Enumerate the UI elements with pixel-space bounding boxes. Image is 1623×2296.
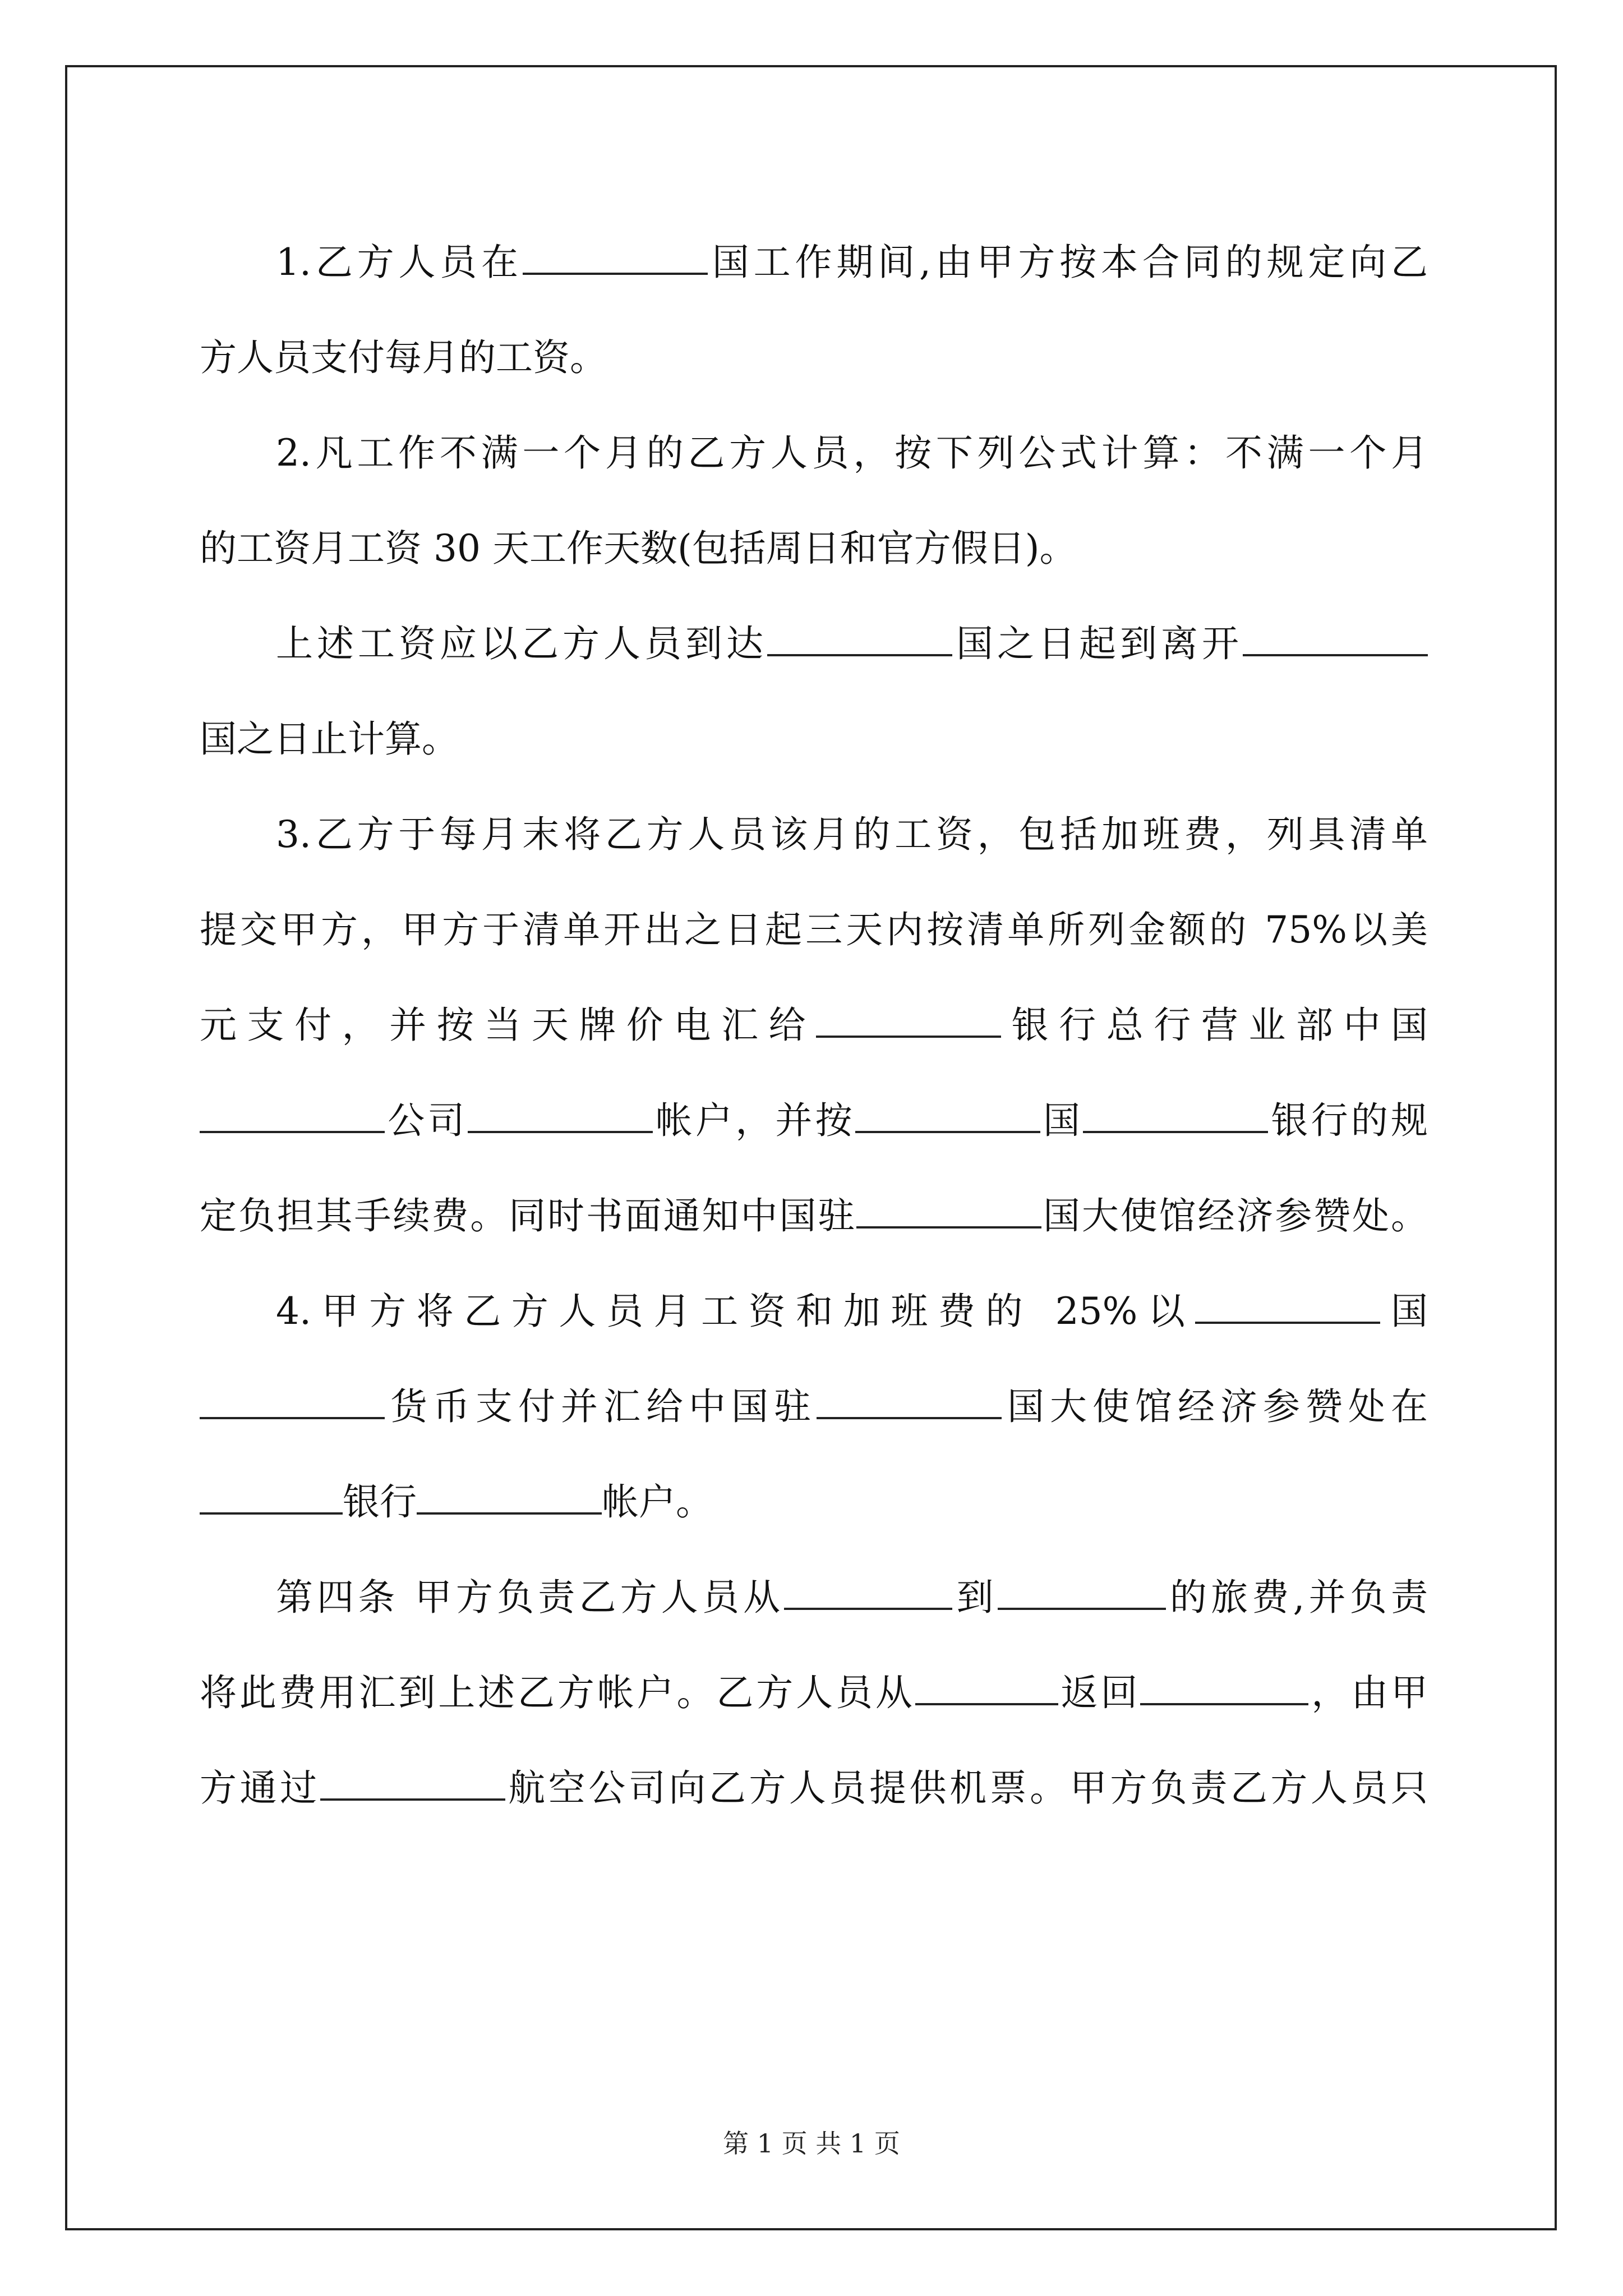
fill-blank bbox=[200, 1105, 385, 1133]
text-segment: 国之日止计算。 bbox=[200, 717, 459, 761]
text-segment: 国大使馆经济参赞处。 bbox=[1041, 1194, 1428, 1237]
fill-blank bbox=[200, 1487, 343, 1515]
text-line bbox=[200, 882, 1428, 978]
text-segment: 提交甲方，甲方于清单开出之日起三天内按清单所列金额的 75%以美 bbox=[200, 908, 1428, 951]
fill-blank bbox=[817, 1391, 1002, 1419]
text-segment: 方人员支付每月的工资。 bbox=[200, 336, 607, 379]
text-line bbox=[200, 1550, 1428, 1645]
text-line bbox=[200, 692, 1428, 787]
text-segment: 的工资月工资 30 天工作天数(包括周日和官方假日)。 bbox=[200, 527, 1077, 570]
text-segment: 1.乙方人员在 bbox=[276, 241, 523, 284]
text-line bbox=[200, 596, 1428, 692]
fill-blank bbox=[417, 1487, 602, 1515]
text-line bbox=[200, 787, 1428, 882]
text-segment: 航空公司向乙方人员提供机票。甲方负责乙方人员只 bbox=[505, 1766, 1428, 1810]
text-segment: 帐户，并按 bbox=[652, 1099, 855, 1142]
text-segment: 将此费用汇到上述乙方帐户。乙方人员从 bbox=[200, 1671, 915, 1714]
fill-blank bbox=[767, 628, 952, 656]
text-segment: ，由甲 bbox=[1308, 1671, 1428, 1714]
text-segment: 帐户。 bbox=[602, 1480, 713, 1524]
text-segment: 的旅费,并负责 bbox=[1165, 1576, 1428, 1619]
fill-blank bbox=[1243, 628, 1428, 656]
text-segment: 公司 bbox=[385, 1099, 468, 1142]
text-segment: 国大使馆经济参赞处在 bbox=[1002, 1385, 1428, 1428]
fill-blank bbox=[468, 1105, 653, 1133]
text-line bbox=[200, 215, 1428, 310]
fill-blank bbox=[855, 1105, 1040, 1133]
text-line bbox=[200, 1455, 1428, 1550]
text-segment: 定负担其手续费。同时书面通知中国驻 bbox=[200, 1194, 857, 1237]
fill-blank bbox=[1195, 1296, 1380, 1324]
page-footer bbox=[0, 2123, 1623, 2160]
text-line bbox=[200, 1168, 1428, 1264]
text-segment: 货币支付并汇给中国驻 bbox=[385, 1385, 817, 1428]
text-segment: 第四条 甲方负责乙方人员从 bbox=[276, 1576, 785, 1619]
text-segment: 3.乙方于每月末将乙方人员该月的工资，包括加班费，列具清单 bbox=[276, 813, 1428, 856]
fill-blank bbox=[856, 1200, 1041, 1228]
fill-blank bbox=[523, 247, 708, 275]
text-line bbox=[200, 1359, 1428, 1455]
text-line bbox=[200, 1073, 1428, 1168]
text-line bbox=[200, 978, 1428, 1073]
fill-blank bbox=[1140, 1677, 1308, 1705]
text-segment: 银行的规 bbox=[1268, 1099, 1428, 1142]
text-segment: 国之日起到离开 bbox=[952, 622, 1243, 665]
page-number-label: 第 1 页 共 1 页 bbox=[723, 2128, 900, 2159]
text-line bbox=[200, 1645, 1428, 1741]
text-segment: 方通过 bbox=[200, 1766, 320, 1810]
fill-blank bbox=[915, 1677, 1058, 1705]
text-segment: 元支付，并按当天牌价电汇给 bbox=[200, 1004, 817, 1047]
text-line bbox=[200, 501, 1428, 596]
text-line bbox=[200, 1264, 1428, 1359]
text-segment: 国 bbox=[1380, 1290, 1428, 1333]
text-line bbox=[200, 1741, 1428, 1836]
fill-blank bbox=[320, 1773, 505, 1801]
document-body bbox=[200, 215, 1428, 1836]
text-line bbox=[200, 310, 1428, 406]
text-segment: 银行总行营业部中国 bbox=[1001, 1004, 1428, 1047]
text-segment: 4.甲方将乙方人员月工资和加班费的 25%以 bbox=[276, 1290, 1196, 1333]
text-segment: 国工作期间,由甲方按本合同的规定向乙 bbox=[707, 241, 1428, 284]
text-line bbox=[200, 406, 1428, 501]
fill-blank bbox=[998, 1582, 1166, 1610]
fill-blank bbox=[784, 1582, 952, 1610]
text-segment: 上述工资应以乙方人员到达 bbox=[276, 622, 767, 665]
text-segment: 返回 bbox=[1058, 1671, 1141, 1714]
text-segment: 2.凡工作不满一个月的乙方人员，按下列公式计算：不满一个月 bbox=[276, 431, 1428, 475]
fill-blank bbox=[200, 1391, 385, 1419]
fill-blank bbox=[816, 1010, 1001, 1038]
text-segment: 国 bbox=[1040, 1099, 1083, 1142]
fill-blank bbox=[1083, 1105, 1268, 1133]
text-segment: 到 bbox=[952, 1576, 998, 1619]
text-segment: 银行 bbox=[343, 1480, 417, 1524]
